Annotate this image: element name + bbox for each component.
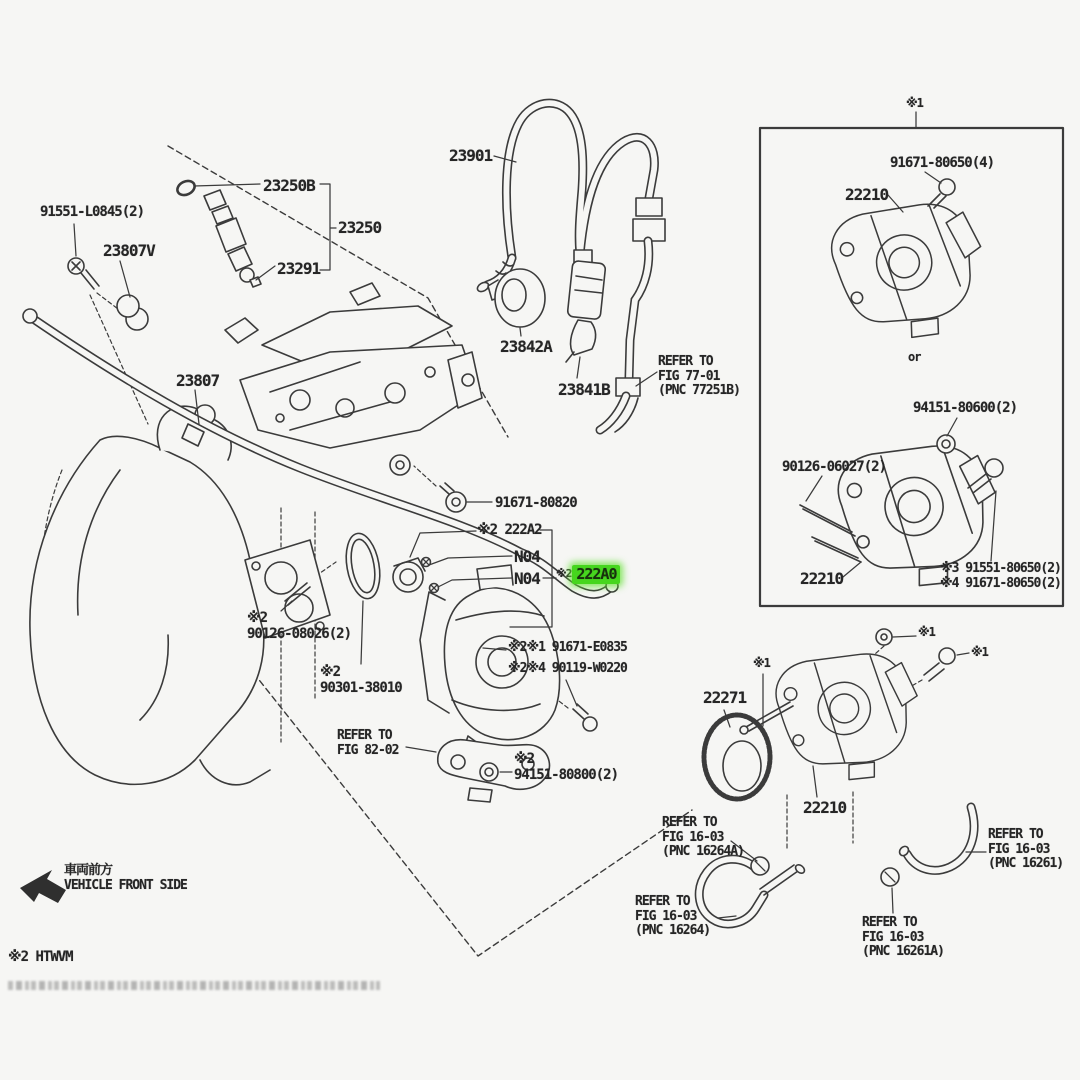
label-refer-fig-82-02: REFER TO FIG 82-02 — [337, 728, 399, 758]
label-ref1-c: ※1 — [971, 645, 988, 659]
label-htwvm-note: ※2 HTWVM — [8, 949, 73, 965]
label-n04-2: N04 — [514, 569, 540, 588]
label-22210-c: 22210 — [803, 798, 847, 817]
label-90119-w0220: ※2※4 90119-W0220 — [508, 661, 627, 676]
label-94151-80800: ※2 94151-80800(2) — [514, 751, 619, 783]
label-23807: 23807 — [176, 371, 220, 390]
label-22271: 22271 — [703, 688, 747, 707]
label-23291: 23291 — [277, 259, 321, 278]
label-90126-08026: ※2 90126-08026(2) — [247, 610, 352, 642]
label-23250b: 23250B — [263, 176, 315, 195]
label-refer-fig-16-03-d: REFER TO FIG 16-03 (PNC 16261A) — [862, 915, 944, 960]
label-refer-fig-16-03-a: REFER TO FIG 16-03 (PNC 16264A) — [662, 815, 744, 860]
label-23842a: 23842A — [500, 337, 552, 356]
label-23841b: 23841B — [558, 380, 610, 399]
label-23250: 23250 — [338, 218, 382, 237]
label-23901: 23901 — [449, 146, 493, 165]
highlighted-part-number[interactable]: 222A0 — [572, 565, 620, 584]
label-n04-1: N04 — [514, 547, 540, 566]
label-94151-80600: 94151-80600(2) — [913, 400, 1018, 416]
label-refer-fig-16-03-b: REFER TO FIG 16-03 (PNC 16264) — [635, 894, 711, 939]
label-ref1-b: ※1 — [918, 625, 935, 639]
label-23807v: 23807V — [103, 241, 155, 260]
label-22210-b: 22210 — [800, 569, 844, 588]
label-ref1-box: ※1 — [906, 96, 923, 110]
label-222a0[interactable] — [556, 566, 620, 583]
label-vehicle-front-side: 車両前方 VEHICLE FRONT SIDE — [64, 863, 187, 893]
label-ref1-a: ※1 — [753, 656, 770, 670]
label-91671-80650-4: 91671-80650(4) — [890, 155, 995, 171]
label-refer-fig-77-01: REFER TO FIG 77-01 (PNC 77251B) — [658, 354, 740, 399]
label-ref3-ref4-bolts: ※3 91551-80650(2) ※4 91671-80650(2) — [940, 561, 1061, 591]
label-222a2: ※2 222A2 — [477, 522, 542, 538]
label-refer-fig-16-03-c: REFER TO FIG 16-03 (PNC 16261) — [988, 827, 1064, 872]
label-91671-80820: 91671-80820 — [495, 495, 577, 511]
label-91551-l0845: 91551-L0845(2) — [40, 204, 145, 220]
illegible-footnote-text — [8, 981, 380, 990]
label-or: or — [908, 350, 921, 364]
label-90301-38010: ※2 90301-38010 — [320, 664, 402, 696]
label-22210-a: 22210 — [845, 185, 889, 204]
highlight-prefix: ※2 — [556, 567, 572, 580]
label-91671-e0835: ※2※1 91671-E0835 — [508, 640, 627, 655]
label-90126-06027: 90126-06027(2) — [782, 459, 887, 475]
